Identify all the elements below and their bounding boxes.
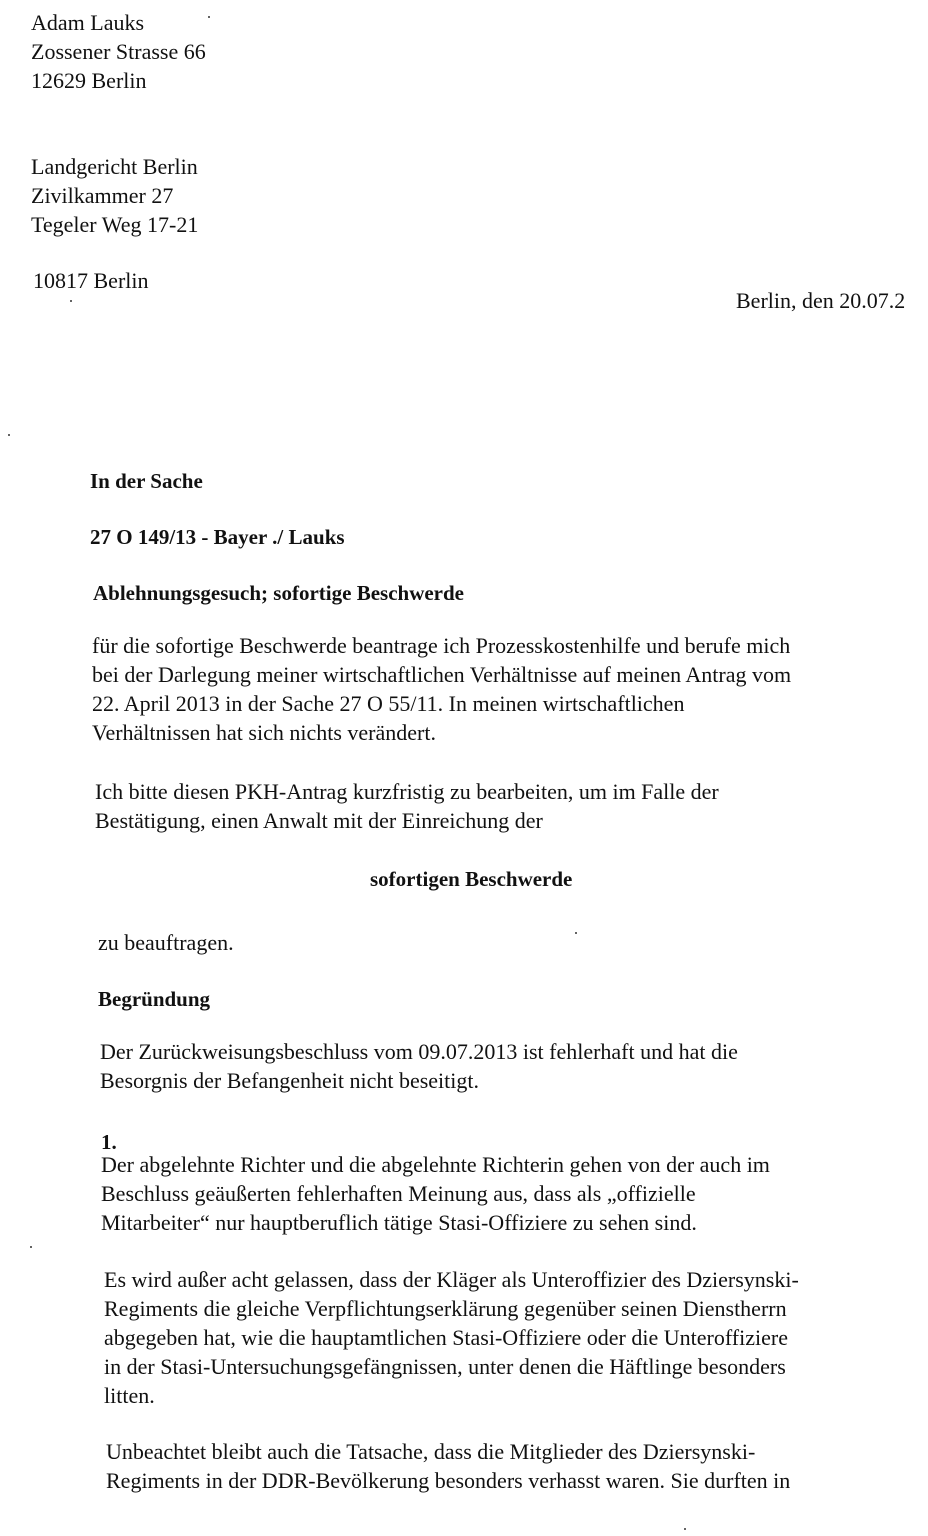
paragraph-rejection-decision	[100, 1037, 738, 1095]
paragraph-judges-opinion	[101, 1150, 770, 1237]
paragraph-regiment-hated	[106, 1437, 790, 1495]
paragraph-line: abgegeben hat, wie die hauptamtlichen Stasi-Offiziere oder die Unteroffiziere	[104, 1325, 788, 1350]
paragraph-urgent-request	[95, 777, 719, 835]
paragraph-line: Unbeachtet bleibt auch die Tatsache, dass die Mitglieder des Dziersynski-	[106, 1439, 756, 1464]
sender-name: Adam Lauks	[31, 10, 145, 35]
paragraph-line: Mitarbeiter“ nur hauptberuflich tätige Stasi-Offiziere zu sehen sind.	[101, 1210, 697, 1235]
sender-street: Zossener Strasse 66	[31, 39, 206, 64]
date-line: Berlin, den 20.07.2	[736, 288, 906, 313]
point-number: 1.	[101, 1130, 117, 1154]
paragraph-line: 22. April 2013 in der Sache 27 O 55/11. In meinen wirtschaftlichen	[92, 691, 685, 716]
paragraph-line: für die sofortige Beschwerde beantrage ich Prozesskostenhilfe und berufe mich	[92, 633, 791, 658]
scan-speck	[30, 1246, 32, 1248]
paragraph-line: Regiments in der DDR-Bevölkerung besonders verhasst waren. Sie durften in	[106, 1468, 791, 1493]
scan-speck	[70, 300, 72, 302]
reason-heading: Begründung	[98, 987, 211, 1011]
case-intro: In der Sache	[90, 469, 203, 493]
scan-speck	[575, 932, 577, 934]
paragraph-line: litten.	[104, 1383, 155, 1408]
paragraph-commission: zu beauftragen.	[98, 930, 234, 955]
paragraph-line: Bestätigung, einen Anwalt mit der Einreichung der	[95, 808, 543, 833]
paragraph-pkh-request	[92, 631, 791, 747]
paragraph-line: Beschluss geäußerten fehlerhaften Meinung aus, dass als „offizielle	[101, 1181, 696, 1206]
recipient-name: Landgericht Berlin	[31, 154, 198, 179]
paragraph-line: Regiments die gleiche Verpflichtungserklärung gegenüber seinen Dienstherrn	[104, 1296, 787, 1321]
paragraph-line: in der Stasi-Untersuchungsgefängnissen, unter denen die Häftlinge besonders	[104, 1354, 786, 1379]
paragraph-line: Besorgnis der Befangenheit nicht beseitigt.	[100, 1068, 480, 1093]
paragraph-line: Ich bitte diesen PKH-Antrag kurzfristig zu bearbeiten, um im Falle der	[95, 779, 719, 804]
paragraph-line: bei der Darlegung meiner wirtschaftlichen Verhältnisse auf meinen Antrag vom	[92, 662, 792, 687]
scan-speck	[8, 434, 10, 436]
subject-line: Ablehnungsgesuch; sofortige Beschwerde	[93, 581, 464, 605]
scan-speck	[684, 1528, 686, 1530]
recipient-address	[31, 152, 198, 239]
centered-bold-heading: sofortigen Beschwerde	[370, 867, 573, 891]
scan-speck	[208, 16, 210, 18]
paragraph-regiment-commitment	[104, 1265, 799, 1410]
recipient-city: 10817 Berlin	[33, 268, 149, 293]
paragraph-line: Der abgelehnte Richter und die abgelehnte Richterin gehen von der auch im	[101, 1152, 770, 1177]
recipient-street: Tegeler Weg 17-21	[31, 212, 199, 237]
case-number: 27 O 149/13 - Bayer ./ Lauks	[90, 525, 345, 549]
sender-address	[31, 8, 206, 95]
sender-city: 12629 Berlin	[31, 68, 147, 93]
recipient-department: Zivilkammer 27	[31, 183, 174, 208]
paragraph-line: Es wird außer acht gelassen, dass der Kläger als Unteroffizier des Dziersynski-	[104, 1267, 799, 1292]
paragraph-line: Der Zurückweisungsbeschluss vom 09.07.2013 ist fehlerhaft und hat die	[100, 1039, 738, 1064]
paragraph-line: Verhältnissen hat sich nichts verändert.	[92, 720, 436, 745]
